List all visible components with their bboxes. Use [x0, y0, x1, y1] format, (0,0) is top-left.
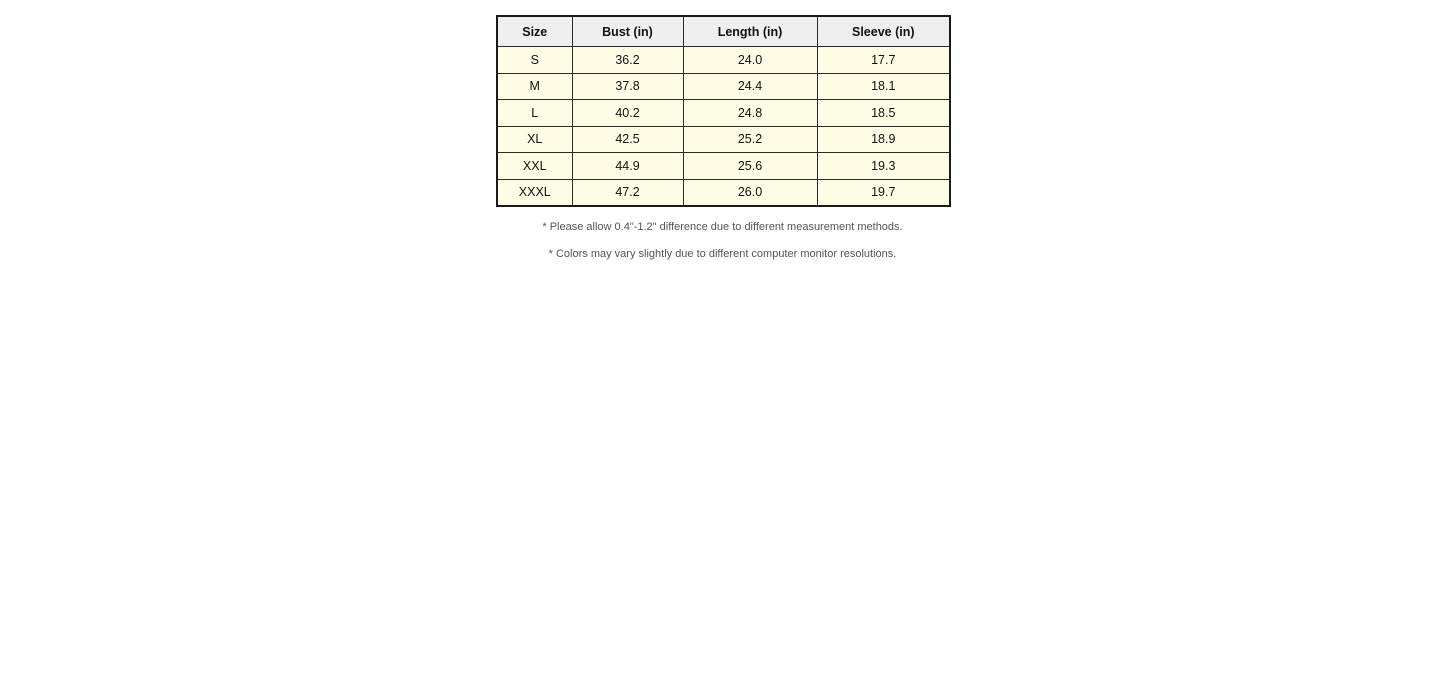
header-size: Size	[497, 16, 572, 47]
table-row	[497, 47, 950, 74]
header-sleeve: Sleeve (in)	[817, 16, 950, 47]
header-bust: Bust (in)	[572, 16, 683, 47]
size-chart-container	[496, 15, 949, 207]
cell-bust: 40.2	[572, 100, 683, 127]
table-row	[497, 100, 950, 127]
cell-sleeve: 18.9	[817, 126, 950, 153]
cell-bust: 47.2	[572, 179, 683, 206]
table-row	[497, 73, 950, 100]
cell-sleeve: 19.7	[817, 179, 950, 206]
cell-sleeve: 19.3	[817, 153, 950, 180]
cell-length: 24.4	[683, 73, 817, 100]
header-length: Length (in)	[683, 16, 817, 47]
cell-length: 25.6	[683, 153, 817, 180]
cell-size: M	[497, 73, 572, 100]
cell-length: 25.2	[683, 126, 817, 153]
cell-bust: 42.5	[572, 126, 683, 153]
cell-sleeve: 18.5	[817, 100, 950, 127]
table-header-row	[497, 16, 950, 47]
cell-size: S	[497, 47, 572, 74]
cell-size: L	[497, 100, 572, 127]
cell-sleeve: 18.1	[817, 73, 950, 100]
color-note: * Colors may vary slightly due to different computer monitor resolutions.	[548, 248, 897, 260]
table-row	[497, 153, 950, 180]
cell-length: 26.0	[683, 179, 817, 206]
cell-length: 24.0	[683, 47, 817, 74]
cell-size: XXXL	[497, 179, 572, 206]
size-chart-table	[496, 15, 951, 207]
cell-bust: 37.8	[572, 73, 683, 100]
cell-length: 24.8	[683, 100, 817, 127]
cell-bust: 36.2	[572, 47, 683, 74]
cell-size: XL	[497, 126, 572, 153]
size-chart-notes	[0, 219, 1445, 273]
table-row	[497, 179, 950, 206]
cell-size: XXL	[497, 153, 572, 180]
measurement-note: * Please allow 0.4"-1.2" difference due to different measurement methods.	[542, 221, 903, 233]
table-row	[497, 126, 950, 153]
cell-bust: 44.9	[572, 153, 683, 180]
cell-sleeve: 17.7	[817, 47, 950, 74]
